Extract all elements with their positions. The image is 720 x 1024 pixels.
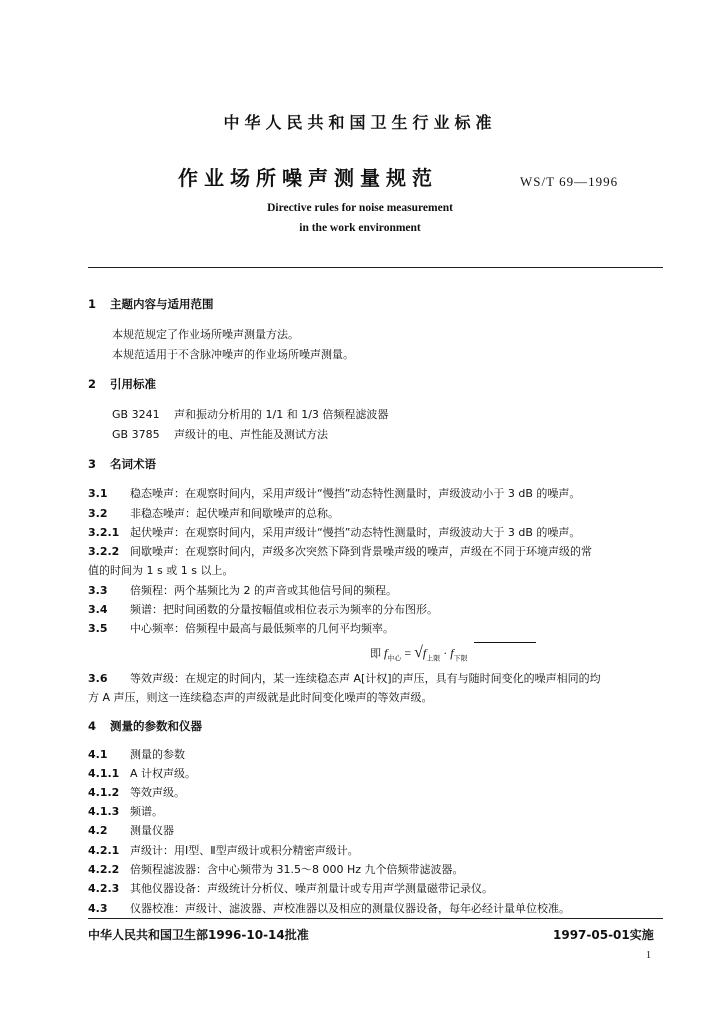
footer-divider: [88, 918, 663, 919]
term-item: [88, 601, 438, 617]
formula-r2-sub: 下限: [453, 654, 468, 663]
item-text: 频谱：把时间函数的分量按幅值或相位表示为频率的分布图形。: [130, 603, 438, 616]
item-number: 4.1.3: [88, 805, 120, 818]
param-item: [88, 765, 196, 781]
section-1-heading: [88, 296, 214, 312]
formula-dot: ·: [443, 646, 448, 660]
item-number: 4.2.2: [88, 863, 120, 876]
param-item: [88, 900, 570, 916]
section-4-heading: [88, 718, 202, 734]
term-item: [88, 543, 592, 559]
item-number: 4.1: [88, 748, 108, 761]
item-text: 等效声级。: [130, 786, 185, 799]
item-text: 其他仪器设备：声级统计分析仪、噪声剂量计或专用声学测量磁带记录仪。: [130, 882, 493, 895]
effective-line: 1997-05-01实施: [553, 928, 654, 942]
standard-code: WS/T 69—1996: [520, 174, 619, 189]
section-2-heading: [88, 376, 156, 392]
section-title: 名词术语: [110, 457, 156, 471]
term-item: [88, 620, 394, 636]
item-text: 频谱。: [130, 805, 163, 818]
section-title: 测量的参数和仪器: [110, 719, 202, 733]
formula-r2: f: [450, 646, 454, 660]
term-item: [88, 524, 580, 540]
term-item-continuation: [88, 562, 233, 578]
term-item: [88, 485, 580, 501]
item-text: 测量仪器: [130, 824, 174, 837]
formula-r1: f: [422, 646, 427, 660]
formula-equals: =: [404, 646, 412, 660]
item-number: 3.5: [88, 622, 108, 635]
section-number: 1: [88, 297, 97, 311]
item-text: 稳态噪声：在观察时间内，采用声级计“慢挡”动态特性测量时，声级波动小于 3 dB 的噪声。: [130, 487, 581, 500]
term-item-continuation: [88, 689, 433, 705]
section-title: 引用标准: [110, 377, 156, 391]
item-number: 3.6: [88, 672, 108, 685]
document-title-en-line1: Directive rules for noise measurement: [267, 202, 453, 214]
item-number: 4.1.1: [88, 767, 120, 780]
formula-lhs-sub: 中心: [387, 654, 402, 663]
item-number: 4.2: [88, 824, 108, 837]
item-number: 4.2.3: [88, 882, 120, 895]
item-text: 值的时间为 1 s 或 1 s 以上。: [88, 564, 234, 577]
param-item: [88, 746, 185, 762]
reference-code: GB 3785: [112, 428, 160, 441]
reference-item: [112, 426, 328, 442]
standard-category: 中华人民共和国卫生行业标准: [223, 113, 497, 132]
term-item: [88, 505, 339, 521]
reference-code: GB 3241: [112, 408, 160, 421]
term-item: [88, 582, 397, 598]
header-divider: [88, 267, 663, 268]
item-text: 起伏噪声：在观察时间内，采用声级计“慢挡”动态特性测量时，声级波动大于 3 dB 的噪声。: [130, 526, 581, 539]
param-item: [88, 880, 493, 896]
item-number: 4.3: [88, 902, 108, 915]
param-item: [88, 803, 163, 819]
item-number: 4.1.2: [88, 786, 120, 799]
document-title-en-line2: in the work environment: [299, 222, 421, 234]
item-number: 3.2.1: [88, 526, 120, 539]
item-text: 声级计：用Ⅰ型、Ⅱ型声级计或积分精密声级计。: [130, 844, 359, 857]
section-1-paragraph-1: 本规范规定了作业场所噪声测量方法。: [112, 328, 299, 341]
item-number: 3.2.2: [88, 545, 120, 558]
item-number: 3.1: [88, 487, 108, 500]
center-frequency-formula: [370, 644, 468, 663]
reference-item: [112, 406, 388, 422]
approval-line: 中华人民共和国卫生部1996-10-14批准: [88, 928, 309, 942]
item-text: 测量的参数: [130, 748, 185, 761]
item-text: 倍频程：两个基频比为 2 的声音或其他信号间的频程。: [130, 584, 397, 597]
reference-title: 声级计的电、声性能及测试方法: [174, 428, 328, 441]
section-3-heading: [88, 456, 156, 472]
sqrt-vinculum: [474, 642, 536, 643]
section-number: 2: [88, 377, 97, 391]
term-item: [88, 670, 601, 686]
formula-r1-sub: 上限: [426, 654, 441, 663]
item-text: 等效声级：在规定的时间内，某一连续稳态声 A[计权]的声压，具有与随时间变化的噪声相同的均: [130, 672, 601, 685]
item-text: 方 A 声压，则这一连续稳态声的声级就是此时间变化噪声的等效声级。: [88, 691, 433, 704]
item-number: 3.4: [88, 603, 108, 616]
item-text: A 计权声级。: [130, 767, 197, 780]
item-text: 中心频率：倍频程中最高与最低频率的几何平均频率。: [130, 622, 394, 635]
item-text: 仪器校准：声级计、滤波器、声校准器以及相应的测量仪器设备，每年必经计量单位校准。: [130, 902, 570, 915]
param-item: [88, 842, 359, 858]
item-number: 4.2.1: [88, 844, 120, 857]
reference-title: 声和振动分析用的 1/1 和 1/3 倍频程滤波器: [174, 408, 389, 421]
sqrt-icon: √: [414, 644, 423, 661]
param-item: [88, 822, 174, 838]
formula-prefix: 即: [370, 647, 381, 660]
param-item: [88, 784, 185, 800]
section-title: 主题内容与适用范围: [110, 297, 214, 311]
item-text: 非稳态噪声：起伏噪声和间歇噪声的总称。: [130, 507, 339, 520]
section-1-paragraph-2: 本规范适用于不含脉冲噪声的作业场所噪声测量。: [112, 348, 354, 361]
page-number: 1: [646, 950, 651, 961]
item-text: 倍频程滤波器：含中心频带为 31.5～8 000 Hz 九个倍频带滤波器。: [130, 863, 464, 876]
section-number: 4: [88, 719, 97, 733]
document-title-cn: 作业场所噪声测量规范: [178, 166, 438, 190]
item-text: 间歇噪声：在观察时间内，声级多次突然下降到背景噪声级的噪声，声级在不同于环境声级的常: [130, 545, 592, 558]
item-number: 3.3: [88, 584, 108, 597]
formula-lhs: f: [384, 646, 388, 660]
item-number: 3.2: [88, 507, 108, 520]
param-item: [88, 861, 464, 877]
section-number: 3: [88, 457, 97, 471]
